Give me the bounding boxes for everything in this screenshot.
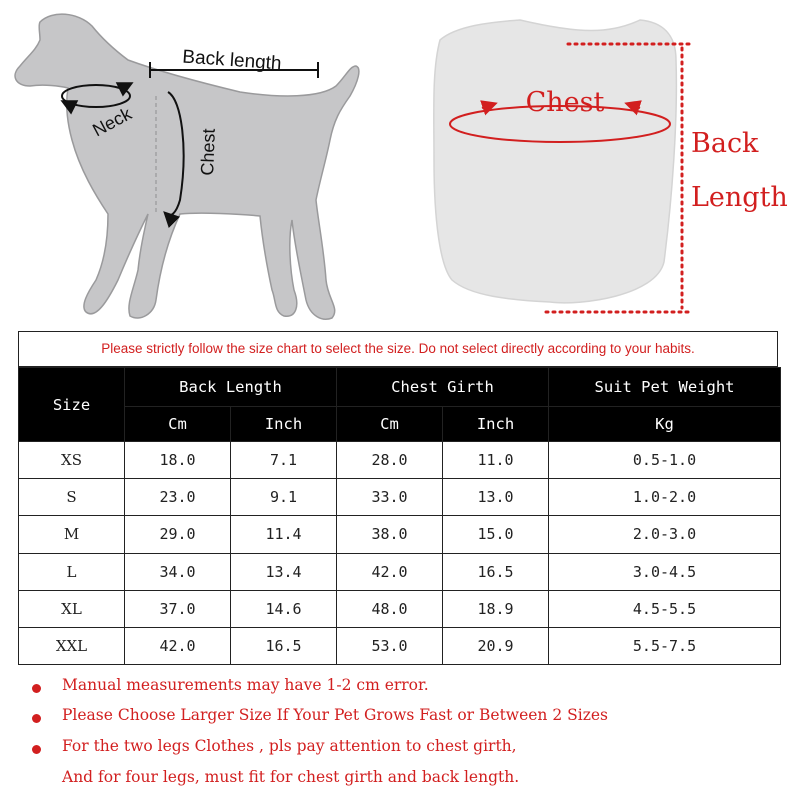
cell-size: XS xyxy=(19,442,125,479)
cell-size: S xyxy=(19,479,125,516)
cell-back-inch: 11.4 xyxy=(231,516,337,553)
table-row xyxy=(19,553,781,590)
shirt-back-length-label-line1: Back xyxy=(691,128,759,159)
bullet-icon xyxy=(32,714,41,723)
cell-back-cm: 37.0 xyxy=(125,590,231,627)
note-item-continuation: And for four legs, must fit for chest girth and back length. xyxy=(62,768,520,786)
cell-weight: 0.5-1.0 xyxy=(549,442,781,479)
cell-weight: 4.5-5.5 xyxy=(549,590,781,627)
cell-back-inch: 16.5 xyxy=(231,627,337,664)
cell-chest-inch: 13.0 xyxy=(443,479,549,516)
cell-size: L xyxy=(19,553,125,590)
table-unit-row xyxy=(19,407,781,442)
chest-label: Chest xyxy=(197,128,219,176)
header-back-length: Back Length xyxy=(125,368,337,407)
neck-label: Neck xyxy=(89,103,135,141)
cell-back-cm: 23.0 xyxy=(125,479,231,516)
bullet-icon xyxy=(32,745,41,754)
table-row xyxy=(19,442,781,479)
cell-chest-cm: 53.0 xyxy=(337,627,443,664)
cell-back-inch: 7.1 xyxy=(231,442,337,479)
cell-chest-inch: 16.5 xyxy=(443,553,549,590)
cell-size: XXL xyxy=(19,627,125,664)
cell-chest-cm: 38.0 xyxy=(337,516,443,553)
cell-chest-cm: 28.0 xyxy=(337,442,443,479)
notes-list xyxy=(0,672,800,800)
header-unit-cm: Cm xyxy=(125,407,231,442)
table-header-row xyxy=(19,368,781,407)
size-chart-notice: Please strictly follow the size chart to select the size. Do not select directly according to your habits. xyxy=(18,331,778,367)
back-length-label: Back length xyxy=(181,46,283,75)
cell-chest-inch: 11.0 xyxy=(443,442,549,479)
cell-weight: 5.5-7.5 xyxy=(549,627,781,664)
shirt-chest-label: Chest xyxy=(525,87,605,118)
dog-measurement-illustration xyxy=(0,0,400,330)
note-item: For the two legs Clothes , pls pay attention to chest girth, xyxy=(62,737,517,755)
header-unit-kg: Kg xyxy=(549,407,781,442)
table-row xyxy=(19,627,781,664)
cell-size: XL xyxy=(19,590,125,627)
header-unit-cm: Cm xyxy=(337,407,443,442)
bullet-icon xyxy=(32,684,41,693)
cell-chest-inch: 15.0 xyxy=(443,516,549,553)
table-row xyxy=(19,479,781,516)
cell-chest-cm: 33.0 xyxy=(337,479,443,516)
header-chest-girth: Chest Girth xyxy=(337,368,549,407)
note-item: Manual measurements may have 1-2 cm error. xyxy=(62,676,429,694)
cell-chest-cm: 48.0 xyxy=(337,590,443,627)
cell-weight: 1.0-2.0 xyxy=(549,479,781,516)
table-row xyxy=(19,590,781,627)
header-unit-inch: Inch xyxy=(231,407,337,442)
cell-size: M xyxy=(19,516,125,553)
note-item: Please Choose Larger Size If Your Pet Grows Fast or Between 2 Sizes xyxy=(62,706,608,724)
header-suit-pet-weight: Suit Pet Weight xyxy=(549,368,781,407)
cell-back-inch: 9.1 xyxy=(231,479,337,516)
cell-chest-cm: 42.0 xyxy=(337,553,443,590)
header-size: Size xyxy=(19,368,125,442)
cell-back-inch: 14.6 xyxy=(231,590,337,627)
cell-back-cm: 34.0 xyxy=(125,553,231,590)
shirt-back-length-label-line2: Length xyxy=(691,182,788,213)
cell-back-inch: 13.4 xyxy=(231,553,337,590)
size-chart-table xyxy=(18,367,781,665)
cell-chest-inch: 18.9 xyxy=(443,590,549,627)
cell-weight: 2.0-3.0 xyxy=(549,516,781,553)
table-row xyxy=(19,516,781,553)
cell-back-cm: 18.0 xyxy=(125,442,231,479)
header-unit-inch: Inch xyxy=(443,407,549,442)
shirt-measurement-illustration xyxy=(400,0,800,330)
shirt-shape xyxy=(434,20,677,303)
cell-back-cm: 29.0 xyxy=(125,516,231,553)
cell-chest-inch: 20.9 xyxy=(443,627,549,664)
cell-weight: 3.0-4.5 xyxy=(549,553,781,590)
illustration-area xyxy=(0,0,800,330)
cell-back-cm: 42.0 xyxy=(125,627,231,664)
